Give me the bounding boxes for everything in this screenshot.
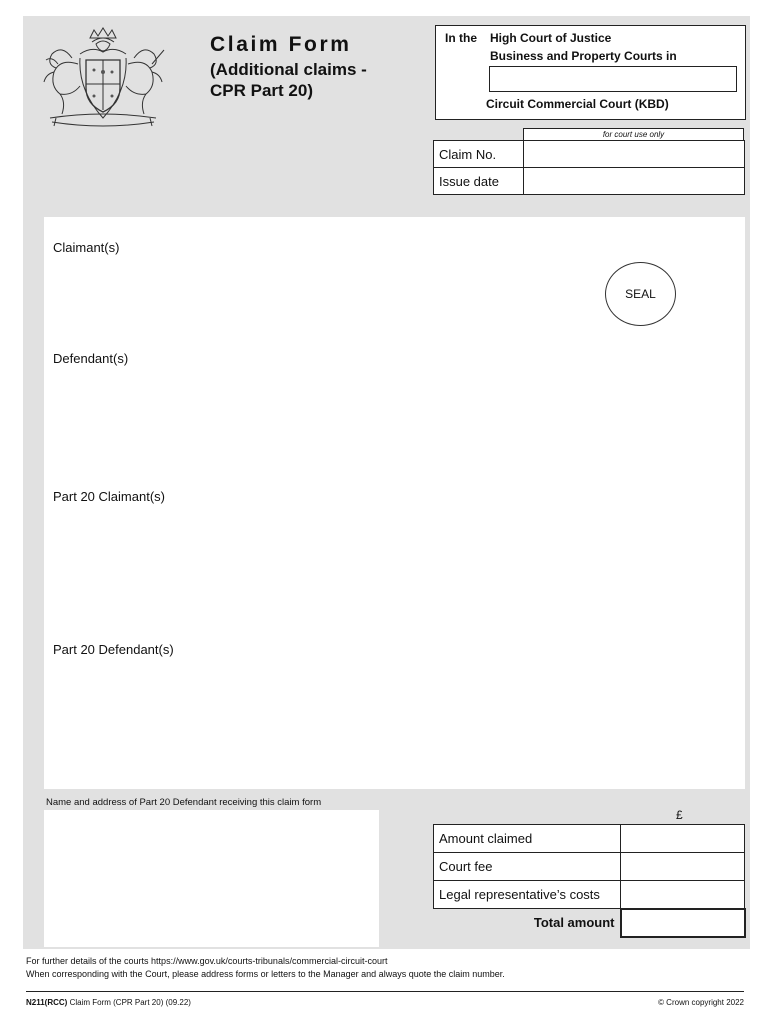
issue-date-row xyxy=(434,168,745,195)
form-code: N211(RCC) xyxy=(26,998,68,1007)
name-address-field[interactable] xyxy=(44,810,379,947)
amounts-table xyxy=(433,824,746,938)
total-amount-label: Total amount xyxy=(434,909,621,937)
court-details-box xyxy=(435,25,746,120)
claim-number-row xyxy=(434,141,745,168)
claim-number-label: Claim No. xyxy=(434,141,524,168)
amount-claimed-label: Amount claimed xyxy=(434,825,621,853)
form-name: Claim Form (CPR Part 20) (09.22) xyxy=(67,998,191,1007)
issue-date-field[interactable] xyxy=(524,168,745,195)
royal-coat-of-arms-icon xyxy=(32,24,174,132)
amount-claimed-field[interactable] xyxy=(621,825,745,853)
legal-costs-field[interactable] xyxy=(621,881,745,909)
part20-defendants-label: Part 20 Defendant(s) xyxy=(53,642,174,657)
business-property-courts-label: Business and Property Courts in xyxy=(490,49,677,63)
crown-copyright: © Crown copyright 2022 xyxy=(658,998,744,1007)
court-use-table xyxy=(433,140,745,195)
court-use-only-label: for court use only xyxy=(523,128,744,140)
part20-claimants-label: Part 20 Claimant(s) xyxy=(53,489,165,504)
legal-costs-label: Legal representative’s costs xyxy=(434,881,621,909)
high-court-label: High Court of Justice xyxy=(490,31,612,45)
claim-number-field[interactable] xyxy=(524,141,745,168)
court-fee-field[interactable] xyxy=(621,853,745,881)
defendants-label: Defendant(s) xyxy=(53,351,129,366)
seal-stamp: SEAL xyxy=(605,262,676,326)
in-the-label: In the xyxy=(445,31,477,45)
amount-row xyxy=(434,853,745,881)
footer-courts-link: For further details of the courts https://www.gov.uk/courts-tribunals/commercial-circuit-court xyxy=(26,956,388,966)
form-reference xyxy=(26,998,191,1007)
issue-date-label: Issue date xyxy=(434,168,524,195)
name-address-label: Name and address of Part 20 Defendant receiving this claim form xyxy=(46,797,322,808)
form-title-main: Claim Form xyxy=(210,33,352,56)
claimants-label: Claimant(s) xyxy=(53,240,120,255)
form-title-sub2: CPR Part 20) xyxy=(210,81,313,100)
circuit-commercial-court-label: Circuit Commercial Court (KBD) xyxy=(486,97,669,111)
total-row xyxy=(434,909,745,937)
form-title-sub1: (Additional claims - xyxy=(210,60,367,79)
amount-row xyxy=(434,881,745,909)
court-location-field[interactable] xyxy=(489,66,737,92)
form-title xyxy=(210,33,367,101)
footer-notes xyxy=(26,955,505,981)
amount-row xyxy=(434,825,745,853)
total-amount-field[interactable] xyxy=(621,909,745,937)
currency-symbol: £ xyxy=(676,808,683,822)
footer-divider xyxy=(26,991,744,992)
footer-correspondence-note: When corresponding with the Court, please address forms or letters to the Manager and always quote the claim number. xyxy=(26,969,505,979)
court-fee-label: Court fee xyxy=(434,853,621,881)
